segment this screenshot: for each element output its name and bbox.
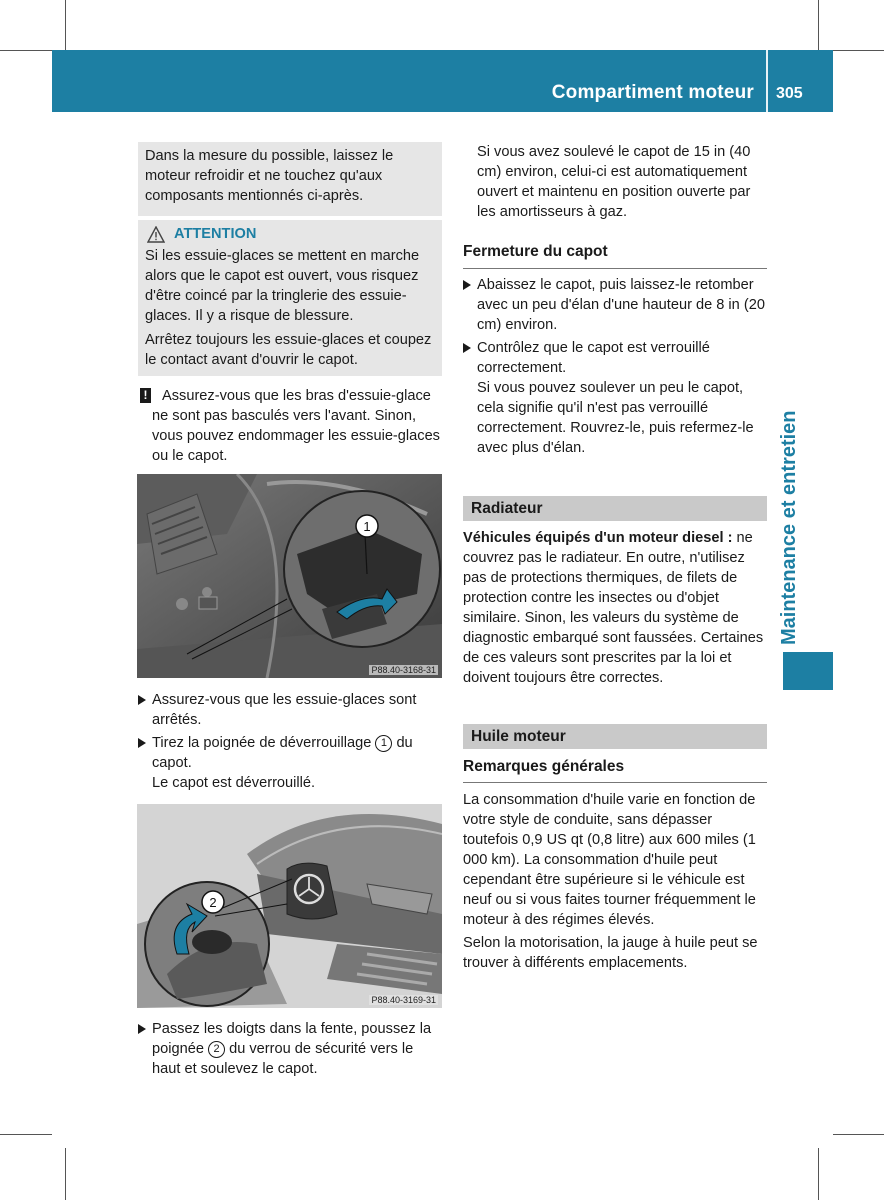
page-number: 305 [776, 85, 803, 102]
step-text: du capot. [152, 735, 413, 771]
warning-paragraph: Si les essuie-glaces se mettent en marche alors que le capot est ouvert, vous risquez d'être coincé par la tringlerie des essuie-glaces. Il y a risque de blessure. [145, 248, 420, 324]
page-title: Compartiment moteur [551, 82, 754, 103]
list-item [138, 690, 444, 730]
crop-mark [65, 0, 66, 50]
intro-paragraph: Si vous avez soulevé le capot de 15 in (40 cm) environ, celui-ci est automatiquement ouvert et maintenu en position ouverte par les amortisseurs à gaz. [477, 144, 751, 220]
vehicle-front-illustration [137, 804, 442, 1008]
notice-block [138, 386, 444, 466]
figure-label: P88.40-3168-31 [371, 665, 436, 675]
figure-callout: 1 [363, 519, 371, 534]
radiator-text: ne couvrez pas le radiateur. En outre, n'utilisez pas de protections thermiques, de filets de protection contre les insectes ou d'objet similaire. Sinon, les valeurs du système de diagnostic embarqué sont faussées. Certaines de ces valeurs sont prescrites par la loi et doivent toujours être correctes. [463, 530, 764, 686]
list-item [138, 1019, 444, 1079]
side-tab-block [783, 652, 833, 690]
callout-number: 2 [208, 1041, 225, 1058]
crop-mark [65, 1148, 66, 1200]
step-list [138, 1019, 444, 1079]
warning-box [138, 220, 442, 376]
callout-number: 1 [375, 735, 392, 752]
list-item [138, 733, 444, 793]
step-text: Tirez la poignée de déverrouillage [152, 735, 372, 751]
step-text: Passez les doigts dans la fente, poussez la poignée [152, 1021, 432, 1057]
crop-mark [0, 1134, 52, 1135]
radiator-bold-lead: Véhicules équipés d'un moteur diesel : [463, 530, 733, 546]
subsection-title: Remarques générales [463, 758, 767, 783]
crop-mark [818, 0, 819, 50]
figure-label: P88.40-3169-31 [371, 995, 436, 1005]
section-title: Fermeture du capot [463, 243, 767, 269]
oil-paragraph [463, 790, 769, 973]
section-header: Huile moteur [463, 724, 767, 749]
figure-hood-safety-catch [137, 804, 442, 1008]
list-item [463, 338, 769, 458]
note-text: Dans la mesure du possible, laissez le moteur refroidir et ne touchez qu'aux composants mentionnés ci-après. [145, 148, 394, 204]
bullet-arrow-icon [138, 695, 146, 705]
oil-text: Selon la motorisation, la jauge à huile peut se trouver à différents emplacements. [463, 935, 758, 971]
interior-illustration [137, 474, 442, 678]
crop-mark [818, 1148, 819, 1200]
warning-header [145, 224, 435, 246]
figure-callout: 2 [209, 895, 217, 910]
section-header: Radiateur [463, 496, 767, 521]
side-tab-label: Maintenance et entretien [778, 410, 800, 645]
list-item [463, 275, 769, 335]
step-list [138, 690, 444, 793]
oil-text: La consommation d'huile varie en fonction de votre style de conduite, sans dépasser toutefois 0,9 US qt (0,8 litre) aux 600 miles (1 000 km). La consommation d'huile peut cependant être supérieure si le véhicule est neuf ou si vous faites tourner fréquemment le moteur à des régimes élevés. [463, 792, 756, 928]
notice-text: Assurez-vous que les bras d'essuie-glace ne sont pas basculés vers l'avant. Sinon, vous pouvez endommager les essuie-glaces ou le capot. [152, 388, 440, 464]
side-tab [778, 405, 808, 645]
header-divider [766, 50, 768, 112]
notice-icon: ! [140, 388, 151, 403]
warning-icon [147, 226, 165, 249]
step-text: Assurez-vous que les essuie-glaces sont arrêtés. [152, 692, 417, 728]
bullet-arrow-icon [463, 343, 471, 353]
bullet-arrow-icon [138, 738, 146, 748]
step-result: Si vous pouvez soulever un peu le capot, cela signifie qu'il n'est pas verrouillé correctement. Rouvrez-le, puis refermez-le avec plus d'élan. [477, 380, 754, 456]
bullet-arrow-icon [138, 1024, 146, 1034]
step-list [463, 275, 769, 458]
warning-paragraph: Arrêtez toujours les essuie-glaces et coupez le contact avant d'ouvrir le capot. [145, 332, 432, 368]
radiator-paragraph [463, 528, 769, 688]
step-text: Contrôlez que le capot est verrouillé correctement. [477, 340, 710, 376]
step-result: Le capot est déverrouillé. [152, 775, 316, 791]
step-text: Abaissez le capot, puis laissez-le retomber avec un peu d'élan d'une hauteur de 8 in (20 cm) environ. [477, 277, 765, 333]
note-box [138, 142, 442, 216]
step-text: du verrou de sécurité vers le haut et soulevez le capot. [152, 1041, 414, 1077]
warning-title: ATTENTION [174, 226, 257, 242]
crop-mark [0, 50, 52, 51]
figure-wiper-release-handle [137, 474, 442, 678]
bullet-arrow-icon [463, 280, 471, 290]
crop-mark [833, 1134, 884, 1135]
crop-mark [833, 50, 884, 51]
